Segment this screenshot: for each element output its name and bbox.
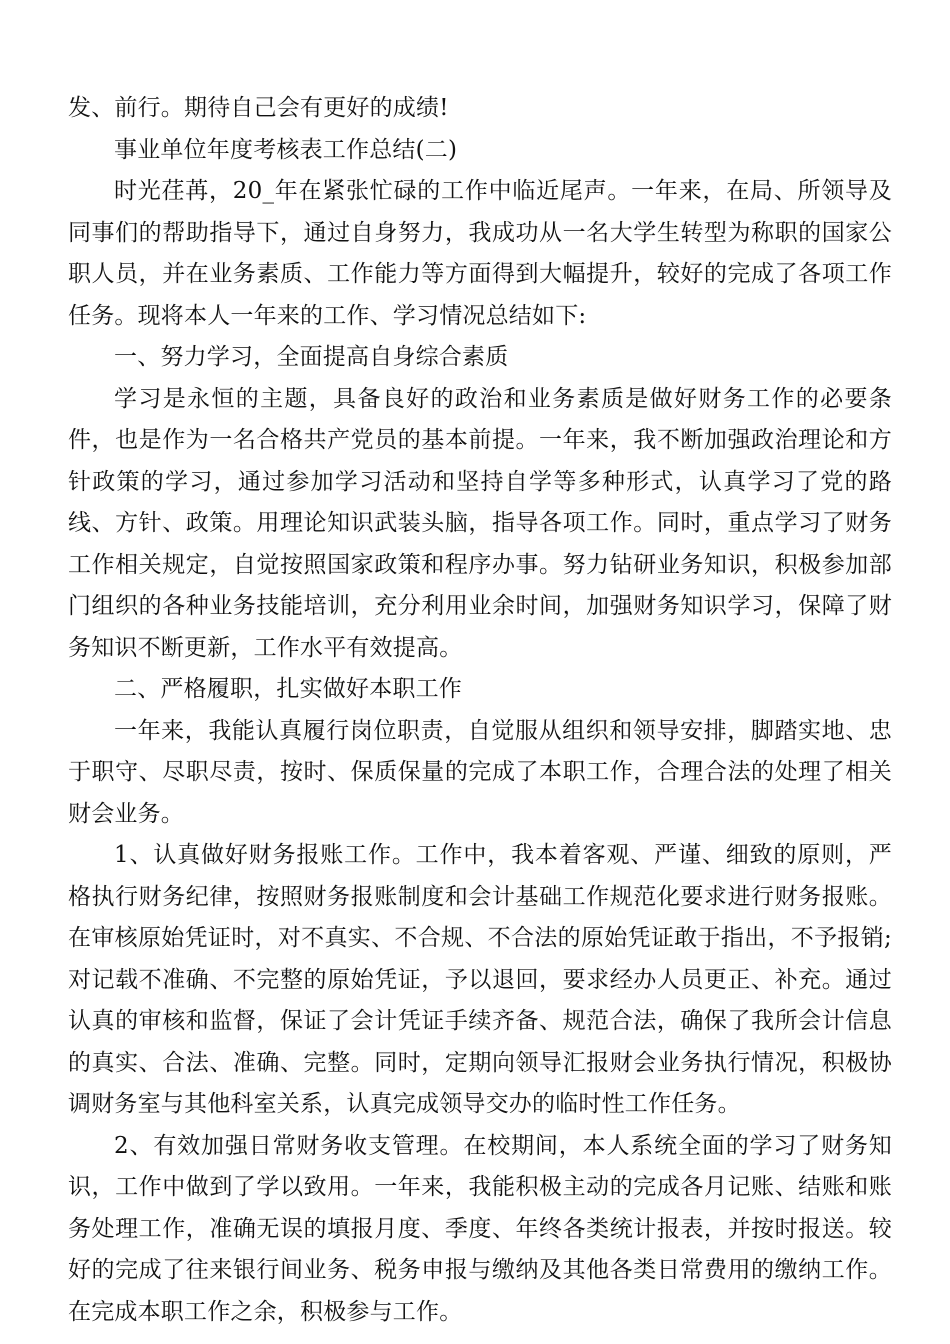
paragraph-item-2: 2、有效加强日常财务收支管理。在校期间，本人系统全面的学习了财务知识，工作中做到了学以致用。一年来，我能积极主动的完成各月记账、结账和账务处理工作，准确无误的填报月度、季度、年终各类统计报表，并按时报送。较好的完成了往来银行间业务、税务申报与缴纳及其他各类日常费用的缴纳工作。在完成本职工作之余，积极参与工作。 [68,1132,892,1325]
document-title: 事业单位年度考核表工作总结(二) [114,136,458,163]
section-heading-1: 一、努力学习，全面提高自身综合素质 [114,344,509,370]
paragraph-continuation: 发、前行。期待自己会有更好的成绩! [68,95,449,121]
paragraph-study: 学习是永恒的主题，具备良好的政治和业务素质是做好财务工作的必要条件，也是作为一名合格共产党员的基本前提。一年来，我不断加强政治理论和方针政策的学习，通过参加学习活动和坚持自学等多种形式，认真学习了党的路线、方针、政策。用理论知识武装头脑，指导各项工作。同时，重点学习了财务工作相关规定，自觉按照国家政策和程序办事。努力钻研业务知识，积极参加部门组织的各种业务技能培训，充分利用业余时间，加强财务知识学习，保障了财务知识不断更新，工作水平有效提高。 [68,385,892,661]
paragraph-item-1: 1、认真做好财务报账工作。工作中，我本着客观、严谨、细致的原则，严格执行财务纪律，按照财务报账制度和会计基础工作规范化要求进行财务报账。在审核原始凭证时，对不真实、不合规、不合法的原始凭证敢于指出，不予报销;对记载不准确、不完整的原始凭证，予以退回，要求经办人员更正、补充。通过认真的审核和监督，保证了会计凭证手续齐备、规范合法，确保了我所会计信息的真实、合法、准确、完整。同时，定期向领导汇报财会业务执行情况，积极协调财务室与其他科室关系，认真完成领导交办的临时性工作任务。 [68,842,892,1117]
paragraph-duties: 一年来，我能认真履行岗位职责，自觉服从组织和领导安排，脚踏实地、忠于职守、尽职尽责，按时、保质保量的完成了本职工作，合理合法的处理了相关财会业务。 [68,717,892,827]
section-heading-2: 二、严格履职，扎实做好本职工作 [114,676,462,702]
paragraph-intro: 时光荏苒，20_年在紧张忙碌的工作中临近尾声。一年来，在局、所领导及同事们的帮助指导下，通过自身努力，我成功从一名大学生转型为称职的国家公职人员，并在业务素质、工作能力等方面得到大幅提升，较好的完成了各项工作任务。现将本人一年来的工作、学习情况总结如下: [68,178,892,329]
document-page [68,88,892,1333]
